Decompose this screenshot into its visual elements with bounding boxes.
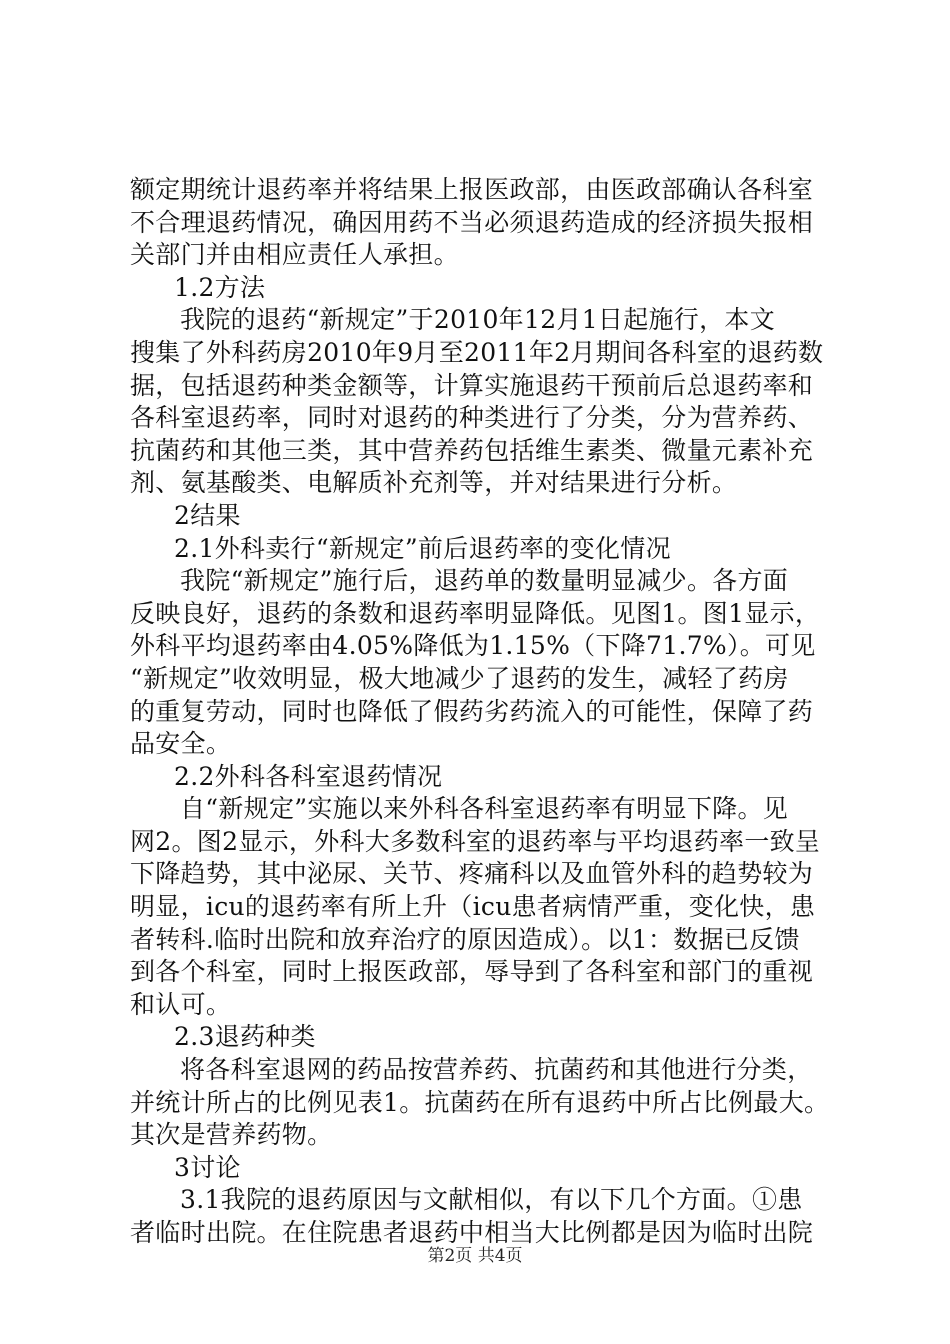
section-heading: 2结果 [174, 500, 241, 530]
text-line: 的重复劳动，同时也降低了假药劣药流入的可能性，保障了药 [130, 696, 814, 726]
text-line: 我院的退药“新规定”于2010年12月1日起施行，本文 [180, 305, 776, 335]
section-heading: 2.3退药种类 [174, 1022, 316, 1052]
text-line: 据，包括退药种类金额等，计算实施退药干预前后总退药率和 [130, 370, 814, 400]
section-heading: 2.1外科卖行“新规定”前后退药率的变化情况 [174, 533, 671, 563]
text-line: 者转科.临时出院和放弃治疗的原因造成）。以1：数据已反馈 [130, 924, 800, 954]
text-line: 各科室退药率，同时对退药的种类进行了分类，分为营养药、 [130, 403, 814, 433]
text-line: 到各个科室，同时上报医政部，辱导到了各科室和部门的重视 [130, 957, 814, 987]
text-line: 搜集了外科药房2010年9月至2011年2月期间各科室的退药数 [130, 337, 824, 367]
page-footer: 第2页 共4页 [427, 1246, 523, 1266]
text-line: 抗菌药和其他三类，其中营养药包括维生素类、微量元素补充 [130, 435, 814, 465]
text-line: 不合理退药情况，确因用药不当必须退药造成的经济损失报相 [130, 207, 814, 237]
text-line: 并统计所占的比例见表1。抗菌药在所有退药中所占比例最大。 [130, 1087, 830, 1117]
text-line: 剂、氨基酸类、电解质补充剂等，并对结果进行分析。 [130, 468, 738, 498]
text-line: 反映良好，退药的条数和退药率明显降低。见图1。图1显示， [130, 598, 821, 628]
section-heading: 3讨论 [174, 1152, 241, 1182]
text-line: “新规定”收效明显，极大地减少了退药的发生，减轻了药房 [130, 663, 789, 693]
text-line: 品安全。 [130, 729, 232, 759]
text-line: 网2。图2显示，外科大多数科室的退药率与平均退药率一致呈 [130, 826, 821, 856]
text-line: 其次是营养药物。 [130, 1120, 333, 1150]
document-body [130, 174, 830, 1250]
section-heading: 2.2外科各科室退药情况 [174, 761, 443, 791]
section-heading: 1.2方法 [174, 272, 266, 302]
text-line: 外科平均退药率由4.05%降低为1.15%（下降71.7%）。可见 [130, 631, 816, 661]
text-line: 关部门并由相应责任人承担。 [130, 240, 459, 270]
text-line: 和认可。 [130, 989, 232, 1019]
text-line: 明显，icu的退药率有所上升（icu患者病情严重，变化快，患 [130, 892, 816, 922]
text-line: 我院“新规定”施行后，退药单的数量明显减少。各方面 [180, 566, 789, 596]
text-line: 将各科室退网的药品按营养药、抗菌药和其他进行分类， [180, 1055, 813, 1085]
text-line: 3.1我院的退药原因与文献相似，有以下几个方面。①患 [180, 1185, 803, 1215]
text-line: 下降趋势，其中泌尿、关节、疼痛科以及血管外科的趋势较为 [130, 859, 814, 889]
text-line: 额定期统计退药率并将结果上报医政部，由医政部确认各科室 [130, 175, 814, 204]
text-line: 自“新规定”实施以来外科各科室退药率有明显下降。见 [180, 794, 789, 824]
text-line: 者临时出院。在住院患者退药中相当大比例都是因为临时出院 [130, 1218, 814, 1247]
